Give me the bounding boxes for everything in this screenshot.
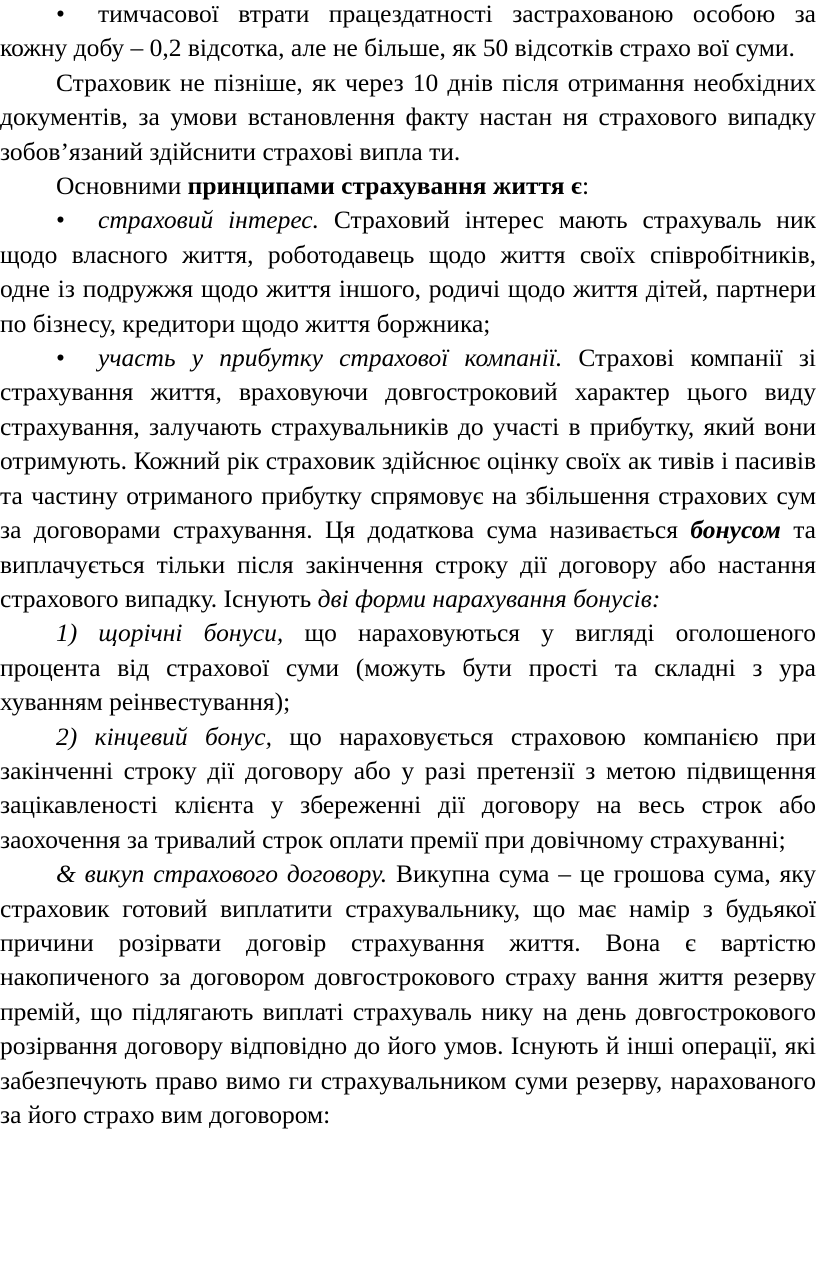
paragraph-text: що нараховується страховою компанією при закінченні строку дії договору або у разі претензії з метою підвищення зацікавленості клієнта у збереженні дії договору на весь строк або заохочення за тривалий строк оплати премії при довічному страхуванні; bbox=[0, 721, 816, 854]
paragraph-profit-participation bbox=[0, 341, 816, 616]
term-italic: & викуп страхового договору. bbox=[56, 859, 388, 889]
paragraph-text: Страховий інтерес мають страхуваль ник щодо власного життя, роботодавець щодо життя своїх співробітників, одне із подружжя щодо життя іншого, родичі щодо життя дітей, партнери по бізнесу, кредитори щодо життя боржника; bbox=[0, 205, 816, 338]
paragraph-insurable-interest bbox=[0, 203, 816, 341]
paragraph-annual-bonus bbox=[0, 616, 816, 719]
paragraph-text: тимчасової втрати працездатності застрахованою особою за кожну добу – 0,2 відсотка, але не більше, як 50 відсотків страхо вої суми. bbox=[0, 0, 816, 63]
paragraph-text-cont: та виплачується тільки після закінчення строку дії договору або настання страхового випадку. Існують bbox=[0, 515, 816, 613]
term-bold-italic: бонусом bbox=[690, 515, 781, 545]
paragraph-surrender bbox=[0, 857, 816, 1132]
heading-bold: принципами страхування життя є bbox=[187, 171, 582, 201]
paragraph-final-bonus bbox=[0, 720, 816, 858]
bullet-icon: • bbox=[56, 343, 65, 373]
bullet-icon: • bbox=[56, 0, 65, 28]
bullet-icon: • bbox=[56, 205, 65, 235]
paragraph-principles-heading bbox=[0, 169, 816, 203]
term-italic: страховий інтерес. bbox=[98, 205, 319, 235]
paragraph-temporary-disability bbox=[0, 0, 816, 66]
term-italic: участь у прибутку страхової компанії. bbox=[98, 343, 563, 373]
term-italic: 1) щорічні бонуси, bbox=[56, 618, 284, 648]
paragraph-text: що нараховуються у вигляді оголошеного процента від страхової суми (можуть бути прості та складні з ура хуванням реінвестування); bbox=[0, 618, 816, 717]
paragraph-text: Викупна сума – це грошова сума, яку страховик готовий виплатити страхувальнику, що має намір з будьякої причини розірвати договір страхування життя. Вона є вартістю накопиченого за договором довгострокового страху вання життя резерву премій, що підлягають виплаті страхуваль нику на день довгострокового розірвання договору відповідно до його умов. Існують й інші операції, які забезпечують право вимо ги страхувальником суми резерву, нарахованого за його страхо вим договором: bbox=[0, 859, 816, 1129]
heading-tail: : bbox=[581, 171, 590, 201]
paragraph-insurer-deadline bbox=[0, 66, 816, 169]
paragraph-text: Страхові компанії зі страхування життя, враховуючи довгостроковий характер цього виду страхування, залучають страхувальників до участі в прибутку, який вони отримують. Кожний рік страховик здійснює оцінку своїх ак тивів і пасивів та частину отриманого прибутку спрямовує на збільшення страхових сум за договорами страхування. Ця додаткова сума називається bbox=[0, 343, 816, 545]
heading-lead: Основними bbox=[56, 171, 188, 201]
paragraph-text: Страховик не пізніше, як через 10 днів після отримання необхідних документів, за умови встановлення факту настан ня страхового випадку зобов’язаний здійснити страхові випла ти. bbox=[0, 67, 816, 166]
term-italic: 2) кінцевий бонус, bbox=[56, 721, 272, 751]
term-italic-end: дві форми нарахування бонусів: bbox=[317, 583, 661, 613]
